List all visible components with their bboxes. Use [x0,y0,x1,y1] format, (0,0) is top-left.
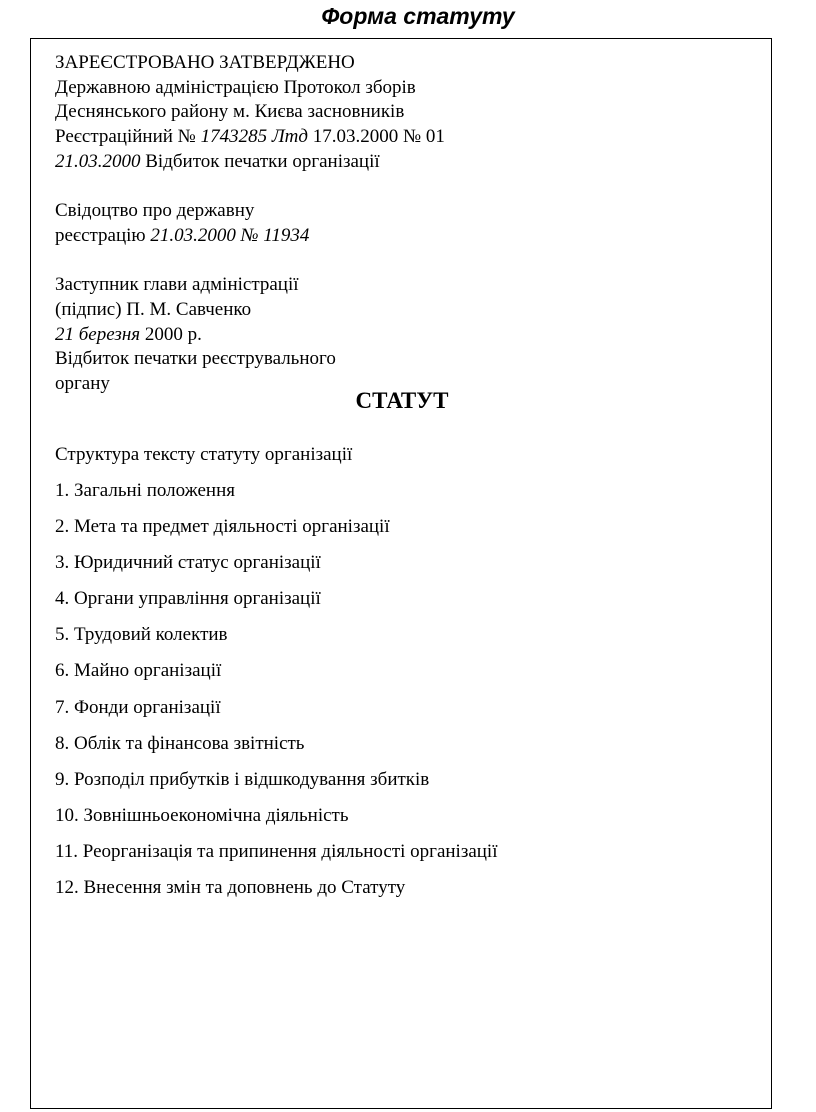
toc-heading: Структура тексту статуту організації [55,444,353,465]
toc-item: 2. Мета та предмет діяльності організації [55,516,390,538]
toc-item: 6. Майно організації [55,660,222,682]
deputy-date-day-month: 21 березня [55,323,141,345]
deputy-signature: (підпис) П. М. Савченко [55,299,252,320]
registration-number-label: Реєстраційний № [55,126,201,148]
certificate-line-2 [55,224,755,249]
deputy-date [55,323,755,348]
toc-item: 1. Загальні положення [55,480,235,501]
toc-item: 8. Облік та фінансова звітність [55,732,305,754]
registrar-stamp-line-1: Відбиток печатки реєструвального [55,348,336,370]
toc-item: 10. Зовнішньоекономічна діяльність [55,804,349,826]
certificate-label: реєстрацію [55,224,151,246]
spacer [55,249,755,274]
deputy-block [55,273,755,397]
registration-line-1: ЗАРЕЄСТРОВАНО ЗАТВЕРДЖЕНО [55,52,355,73]
certificate-line-1: Свідоцтво про державну [55,200,255,222]
deputy-line-1: Заступник глави адміністрації [55,274,299,296]
header-block [55,51,755,397]
protocol-date-number: 17.03.2000 № 01 [308,126,445,148]
registrar-stamp-line-2: органу [55,373,110,395]
registration-block [55,51,755,175]
certificate-date-number: 21.03.2000 № 11934 [150,224,310,246]
registration-date: 21.03.2000 [55,150,141,172]
toc-item: 9. Розподіл прибутків і відшкодування збитків [55,768,430,790]
statut-title: СТАТУТ [355,388,449,413]
toc-item: 5. Трудовий колектив [55,624,228,646]
registration-line-3: Деснянського району м. Києва засновників [55,101,405,123]
toc-item: 4. Органи управління організації [55,588,321,610]
registration-line-5 [55,150,755,175]
form-title: Форма статуту [321,3,515,29]
toc-item: 3. Юридичний статус організації [55,552,321,574]
registration-line-2: Державною адміністрацією Протокол зборів [55,76,416,98]
spacer [55,175,755,200]
registration-number: 1743285 Лтд [200,126,309,148]
toc-item: 7. Фонди організації [55,696,221,718]
toc-item: 11. Реорганізація та припинення діяльності організації [55,840,498,862]
toc-list [55,479,497,912]
organization-stamp-label: Відбиток печатки організації [140,150,380,172]
deputy-date-year: 2000 р. [140,323,202,345]
registration-line-4 [55,125,755,150]
certificate-block [55,199,755,248]
toc-item: 12. Внесення змін та доповнень до Статуту [55,877,406,899]
